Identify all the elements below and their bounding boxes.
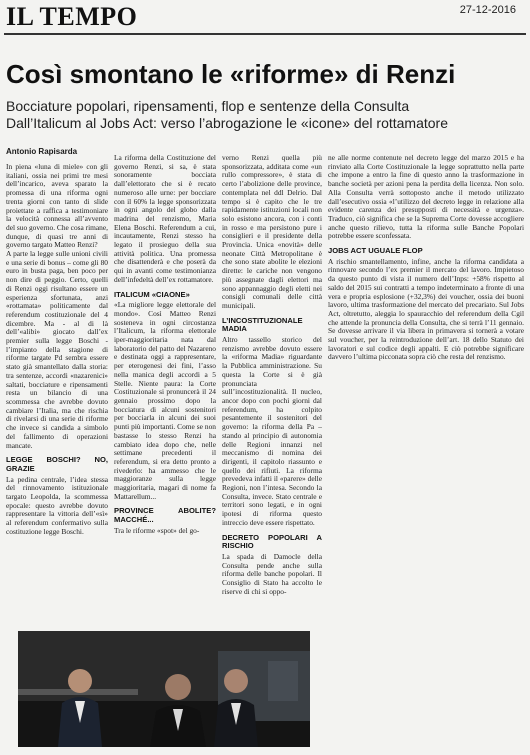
section-heading: JOBS ACT UGUALE FLOP — [328, 246, 423, 256]
paragraph: La pedina centrale, l’idea stessa del rinnovamento istituzionale targato Leopolda, la scommessa epocale: questo avrebbe dovuto rappresentare la vittoria dell’«sì» al referendum confermativo sulla costituzione legge Boschi. — [6, 474, 108, 536]
section-heading: DECRETO POPOLARI A RISCHIO — [222, 532, 322, 551]
paragraph: «La migliore legge elettorale del mondo». Così Matteo Renzi sosteneva in ogni circostanza l’Italicum, la riforma elettorale iper-maggioritaria nata dal laboratorio del patto del Nazareno e destinata oggi a rappresentare, per eterogenesi dei fini, l’asso nella manica degli accordi a 5 Stelle. Niente paura: la Corte Costituzionale si pronuncerà il 24 gennaio prossimo dopo la bocciatura di alcuni sostenitori per bocciarla in alcuni dei suoi punti più importanti. Come se non bastasse lo stesso Renzi ha cambiato idea dopo che, nelle settimane precedenti il referendum, si era detto pronto a rivederlo: ha ammesso che le maggioranze sulla legge maggioritaria, magari di nome fa Mattarellum... — [114, 300, 216, 501]
section-heading: LEGGE BOSCHI? NO, GRAZIE — [6, 455, 108, 473]
byline: Antonio Rapisarda — [6, 147, 78, 156]
subhead-line-1: Bocciature popolari, ripensamenti, flop e sentenze della Consulta — [6, 98, 410, 114]
column-2 — [114, 154, 216, 634]
column-4 — [328, 154, 524, 634]
paragraph: Tra le riforme «spot» del go- — [114, 525, 200, 535]
paragraph: Altro tassello storico del renzismo avrebbe dovuto essere la «riforma Madia» riguardante la Pubblica amministrazione. Su questa la Corte si è già pronunciata sull’incostituzionalità. Il nucleo, ancor dopo con pochi giorni dal referendum, ha colpito pesantemente il sostenitori del governo: la riforma della Pa – stando al principio di autonomia delle Regioni innanzi nel meccanismo di nomina dei dirigenti, il capitolo riassunto e quello dei rifiuti. La riforma prevedeva infatti il «parere» delle Regioni, non l’intesa. Secondo la Consulta, invece. Stato centrale e territori sono legati, e in ogni ipotesi di riforma questo intreccio deve essere rispettato. — [222, 335, 322, 527]
paragraph: A parte la legge sulle unioni civili e una serie di bonus – come gli 80 euro in busta paga, ben poco per non dire di peggio. Certo, quelli di Renzi oggi risultano essere un esperienza sfortunata, anzi «rottamata» politicamente dal referendum costituzionale del 4 dicembre. Ma - al di là dell’«alibi» giocato dall’ex premier sulla legge Boschi - l’impianto della stagione di riforme targate Pd sembra essere stato già smantellato dalla storia: tra sentenze, accordi «nazarenici» saltati, bocciature e ripensamenti resta un bilancio di una scommessa che avrebbe dovuto cambiare l’Italia, ma che rischia di rivelarsi di una serie di riforme che invece si candida a simbolo del fallimento di operazioni mancate. — [6, 249, 108, 450]
paragraph: A rischio smantellamento, infine, anche la riforma candidata a rinnovare secondo l’ex premier il mercato del lavoro. Impietoso da questo punto di vista il numero dell’Inps: +58% rispetto al saldo del 2015 sui contratti a tempo indeterminato a fronte di una vera e propria esplosione (+32,3%) dei voucher, ossia dei buoni lavoro, ultima trasformazione del mercato del precariato. Sul Jobs Act, oltretutto, aleggia lo spauracchio del referendum della Cgil che attende la pronuncia della Consulta, che si terrà l’11 gennaio. Se dovesse arrivare il via libera in primavera si tornerà a votare sul voucher, per la reintroduzione dell’art. 18 dello Statuto dei lavoratori e sul codice degli appalti. E ciò potrebbe significare davvero l’ultima picconata sopra ciò che resta del renzismo. — [328, 256, 524, 362]
paragraph: ne alle norme contenute nel decreto legge del marzo 2015 e ha rinviato alla Corte Costituzionale la legge soprattutto nella parte che impone a entro la fine di questo anno la trasformazione in banche società per azioni pena la perdita della licenza. Non solo. Alla Consulta verrà sottoposto anche il metodo utilizzato dall’esecutivo ossia «l’utilizzo del decreto legge in relazione alla evidente carenza dei presupposti di necessità e urgenza». Traduco, ciò significa che se la Suprema Corte dovesse accogliere anche questo rilievo, tutta la riforma sulle Banche Popolari potrebbe essere sconfessata. — [328, 154, 524, 241]
subheadline — [6, 98, 524, 132]
column-3 — [222, 154, 322, 634]
column-1 — [6, 163, 108, 643]
masthead: IL TEMPO — [6, 2, 138, 31]
paragraph: In piena «luna di miele» con gli italiani, ossia nei primi tre mesi dell’incarico, aveva sparato la promessa di una riforma ogni trenta giorni con tanto di slide proiettate a raffica a testimoniare la velocità connessa all’avvento del suo governo. Che cosa rimane, dunque, di quasi tre anni di governo targato Matteo Renzi? — [6, 163, 108, 250]
date: 27-12-2016 — [459, 4, 516, 16]
section-heading: PROVINCE ABOLITE? MACCHÉ... — [114, 506, 216, 525]
masthead-rule — [4, 33, 526, 35]
headline: Così smontano le «riforme» di Renzi — [6, 59, 456, 89]
section-heading: ITALICUM «CIAONE» — [114, 289, 190, 299]
photo-people-icon — [18, 631, 310, 747]
paragraph: La spada di Damocle della Consulta pende anche sulla riforma delle banche popolari. Il Consiglio di Stato ha accolto le riserve di chi si oppo- — [222, 551, 322, 596]
paragraph: verno Renzi quella più sponsorizzata, additata come «un rullo compressore», è stata di certo l’abolizione delle province, contemplata nel ddl Delrio. Dal tempo si è capito che le tre rapidamente istituzioni locali non solo esistono ancora, con i conti in rosso e ma persistono pure i consiglieri e il presidente della Provincia. Unica «novità» delle neonate Città Metropolitane è che sono state abolite le elezioni dirette: le cariche non vengono più assegnate dagli elettori ma sono appannaggio degli eletti nei consigli comunali delle città municipali. — [222, 154, 322, 310]
paragraph: La riforma della Costituzione del governo Renzi, si sa, è stata sonoramente bocciata dall’elettorato che si è recato numeroso alle urne: per bocciare con il 60% la legge sponsorizzata in ogni angolo del globo dalla madrina del renzismo, Maria Elena Boschi. Referendum a cui, incautamente, Renzi stesso ha legato il prosieguo della sua attività politica. Una promessa che disattenderà e che poserà da qui in avanti come testimonianza dell’infedeltà dell’ex rottamatore. — [114, 154, 216, 284]
article-photo — [18, 631, 310, 747]
section-heading: L’INCOSTITUZIONALE MADIA — [222, 315, 303, 334]
subhead-line-2: Dall’Italicum al Jobs Act: verso l’abrogazione le «icone» del rottamatore — [6, 115, 449, 131]
